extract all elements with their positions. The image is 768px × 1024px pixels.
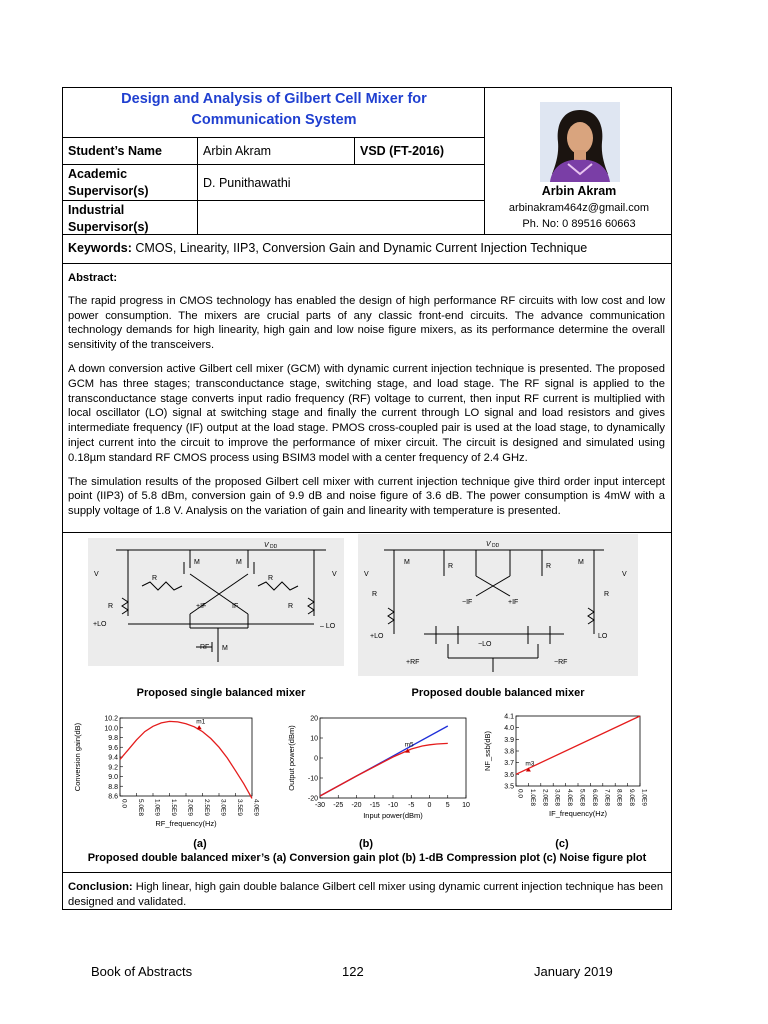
divider [62, 200, 484, 201]
svg-text:V: V [364, 571, 369, 578]
y-tick-label: 4.0 [504, 725, 514, 733]
svg-text:−LO: −LO [478, 641, 492, 648]
y-tick-label: 9.6 [108, 744, 118, 752]
svg-text:M: M [578, 559, 584, 566]
academic-value: D. Punithawathi [203, 176, 291, 190]
x-tick-label: 3.5E9 [236, 799, 243, 816]
y-tick-label: 9.0 [108, 774, 118, 781]
svg-text:RF: RF [200, 644, 210, 651]
x-tick-label: -25 [333, 802, 344, 809]
x-tick-label: 3.0E9 [219, 799, 227, 816]
x-tick-label: 0 [427, 802, 432, 809]
svg-text:−IF: −IF [462, 599, 473, 606]
x-tick-label: 2.0E8 [541, 789, 549, 806]
keywords [68, 241, 587, 255]
y-axis-label: Output power(dBm) [287, 725, 296, 791]
svg-text:R: R [268, 575, 274, 582]
divider [197, 137, 198, 234]
y-tick-label: 10 [310, 735, 318, 743]
label-line: Supervisor(s) [68, 220, 149, 234]
y-tick-label: 3.9 [504, 736, 514, 744]
svg-text:+IF: +IF [196, 603, 207, 610]
x-tick-label: 4.0E8 [566, 789, 574, 806]
x-axis-label: IF_frequency(Hz) [549, 809, 607, 818]
conclusion [68, 880, 665, 909]
svg-text:V: V [332, 571, 337, 578]
y-tick-label: -10 [307, 775, 318, 783]
divider [484, 87, 485, 234]
page-title [64, 89, 484, 131]
svg-text:R: R [108, 603, 114, 610]
x-tick-label: 0.0 [516, 789, 524, 799]
divider [354, 137, 355, 164]
svg-text:V: V [622, 571, 627, 578]
x-tick-label: 10 [462, 802, 470, 809]
svg-text:M: M [404, 559, 410, 566]
x-tick-label: 5.0E8 [137, 799, 144, 816]
x-tick-label: 8.0E8 [615, 789, 623, 806]
svg-text:M: M [222, 645, 228, 652]
title-line: Communication System [191, 112, 357, 128]
profile-phone: Ph. No: 0 89516 60663 [522, 218, 636, 230]
conversion-gain-chart [72, 710, 268, 838]
abstract-paragraph: A down conversion active Gilbert cell mixer (GCM) with dynamic current injection technique is presented. The proposed GCM has three stages; transconductance stage, switching stage, and load stage. The RF signal is applied to the transconductance stage converts input radio frequency (RF) voltage to current, then input RF current is multiplied with local oscillator (LO) signal at switching stage and finally the current through LO signal and load resistors and gives intermediate frequency (IF) output at the load stage. PMOS cross-coupled pair is used at the load stage, to dynamically inject current into the circuit to improve the performance of mixer circuit. The circuit is designed and simulated using 0.18µm standard RF CMOS process using BSIM3 model with a center frequency of 2.4 GHz. [68, 362, 665, 464]
svg-text:+LO: +LO [93, 621, 107, 628]
keywords-label: Keywords: [68, 241, 132, 255]
abstract-heading: Abstract: [68, 272, 118, 284]
abstract-paragraph: The rapid progress in CMOS technology has enabled the design of high performance RF circuits with low cost and low power consumption. The mixers are crucial parts of any classic front-end circuits. The advance communication technology demands for high linearity, high gain and low noise figure mixers, as its performance determine the overall sensitivity of the transceivers. [68, 294, 665, 352]
y-tick-label: 9.2 [108, 764, 118, 772]
label-line: Industrial [68, 203, 125, 217]
x-tick-label: 0.0 [120, 799, 128, 809]
plot-area [120, 718, 252, 796]
x-tick-label: -5 [408, 802, 415, 809]
svg-text:R: R [546, 563, 552, 570]
plot-area [516, 716, 640, 786]
double-balanced-mixer-schematic [358, 534, 638, 676]
label-line: Academic [68, 167, 128, 181]
x-tick-label: -30 [314, 802, 326, 809]
svg-text:+IF: +IF [508, 599, 519, 606]
y-tick-label: 8.8 [108, 783, 118, 791]
divider [62, 872, 672, 873]
x-tick-label: -20 [351, 802, 362, 809]
x-tick-label: 1.5E9 [170, 799, 177, 816]
marker-label: m1 [196, 718, 206, 726]
svg-text:+LO: +LO [370, 633, 384, 640]
x-tick-label: 1.0E9 [153, 799, 161, 816]
y-tick-label: 4.1 [504, 713, 514, 721]
x-tick-label: 5.0E8 [578, 789, 586, 806]
svg-text:+RF: +RF [406, 659, 420, 666]
page-number: 122 [342, 964, 364, 979]
profile-name: Arbin Akram [541, 184, 617, 198]
y-axis-label: NF_ssb(dB) [483, 730, 492, 772]
x-axis-label: RF_frequency(Hz) [155, 819, 217, 828]
abstract-paragraph: The simulation results of the proposed Gilbert cell mixer with current injection technique give third order input intercept point (IIP3) of 5.8 dBm, conversion gain of 9.9 dB and noise figure of 3.6 dB. The power consumption is 4mW with a supply voltage of 1.8 V. Analysis on the variation of gain and linearity with temperature is presented. [68, 475, 665, 518]
y-tick-label: 20 [310, 715, 318, 723]
subfigure-label-b: (b) [358, 838, 374, 850]
divider [62, 532, 672, 533]
conclusion-text: High linear, high gain double balance Gilbert cell mixer using dynamic current injection technique has been designed and validated. [68, 881, 664, 908]
x-tick-label: 1.0E9 [640, 789, 648, 806]
svg-text:R: R [152, 575, 158, 582]
x-tick-label: 2.5E9 [203, 799, 210, 816]
svg-text:R: R [288, 603, 294, 610]
svg-text:– LO: – LO [320, 623, 336, 630]
svg-text:DD: DD [492, 543, 500, 549]
svg-text:V: V [264, 542, 269, 549]
x-axis-label: Input power(dBm) [363, 811, 423, 820]
svg-text:V: V [94, 571, 99, 578]
divider [62, 164, 484, 165]
y-tick-label: 8.6 [108, 793, 118, 801]
svg-text:M: M [236, 559, 242, 566]
marker-label: m3 [525, 760, 535, 768]
industrial-label [68, 202, 149, 236]
single-balanced-mixer-schematic [88, 538, 344, 666]
divider [62, 234, 672, 235]
subfigure-label-c: (c) [555, 838, 569, 850]
svg-text:R: R [372, 591, 378, 598]
x-tick-label: 4.0E9 [252, 799, 260, 816]
footer-right: January 2019 [534, 964, 613, 979]
svg-text:R: R [448, 563, 454, 570]
x-tick-label: 3.0E8 [553, 789, 561, 806]
academic-label [68, 166, 149, 200]
noise-figure-chart [482, 710, 652, 828]
program-value: VSD (FT-2016) [360, 144, 445, 158]
marker-label: m5 [404, 741, 414, 749]
compression-chart [286, 710, 472, 822]
student-photo [540, 102, 620, 182]
y-tick-label: 10.0 [104, 725, 118, 733]
y-axis-label: Conversion gain(dB) [73, 722, 82, 792]
keywords-text: CMOS, Linearity, IIP3, Conversion Gain and Dynamic Current Injection Technique [131, 241, 588, 255]
x-tick-label: 5 [445, 802, 450, 809]
divider [62, 263, 672, 264]
y-tick-label: -20 [307, 795, 318, 803]
y-tick-label: 3.6 [504, 771, 514, 779]
svg-text:−RF: −RF [554, 659, 568, 666]
y-tick-label: 3.5 [504, 783, 514, 791]
plots-caption: Proposed double balanced mixer’s (a) Conversion gain plot (b) 1-dB Compression plot (c) Noise figure plot [87, 852, 647, 864]
label-line: Supervisor(s) [68, 184, 149, 198]
svg-text:LO: LO [598, 633, 608, 640]
svg-text:R: R [604, 591, 610, 598]
svg-text:DD: DD [270, 544, 278, 550]
plot-area [320, 718, 466, 798]
y-tick-label: 9.8 [108, 735, 118, 742]
x-tick-label: 1.0E8 [528, 789, 536, 806]
profile-email: arbinakram464z@gmail.com [508, 202, 650, 214]
abstract [68, 271, 665, 528]
svg-text:IF: IF [232, 603, 239, 610]
footer-left: Book of Abstracts [91, 964, 193, 979]
x-tick-label: 2.0E9 [186, 799, 194, 816]
svg-text:M: M [194, 559, 200, 566]
x-tick-label: 6.0E8 [590, 789, 598, 806]
conclusion-label: Conclusion: [68, 881, 133, 893]
y-tick-label: 9.4 [108, 754, 118, 762]
y-tick-label: 10.2 [104, 715, 118, 723]
x-tick-label: 7.0E8 [603, 789, 611, 806]
double-mixer-caption: Proposed double balanced mixer [411, 687, 585, 699]
y-tick-label: 3.8 [504, 748, 514, 756]
y-tick-label: 0 [314, 755, 318, 763]
y-tick-label: 3.7 [504, 760, 514, 768]
title-line: Design and Analysis of Gilbert Cell Mixer for [121, 91, 427, 107]
student-value: Arbin Akram [203, 144, 272, 158]
subfigure-label-a: (a) [193, 838, 207, 850]
divider [62, 137, 484, 138]
svg-text:V: V [486, 541, 491, 548]
student-label: Student’s Name [68, 144, 163, 158]
x-tick-label: -10 [387, 802, 399, 809]
single-mixer-caption: Proposed single balanced mixer [136, 687, 306, 699]
x-tick-label: -15 [369, 802, 380, 809]
x-tick-label: 9.0E8 [628, 789, 636, 806]
